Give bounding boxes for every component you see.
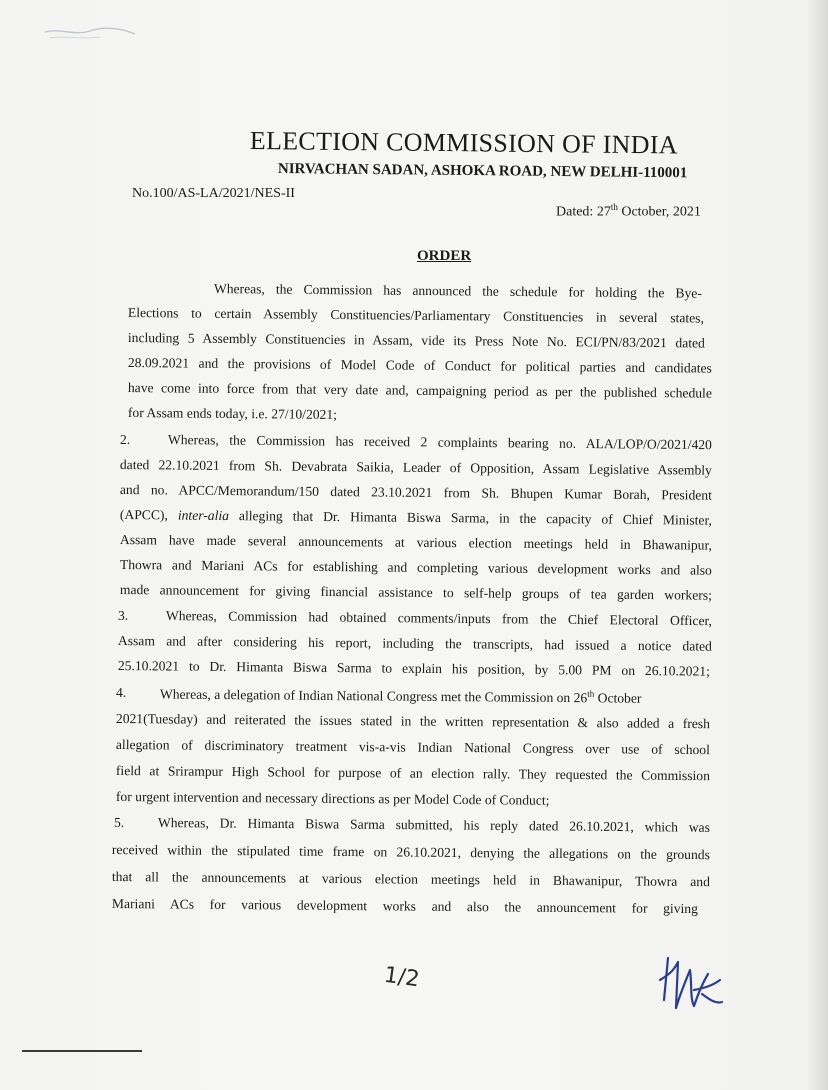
para2-line: Thowra and Mariani ACs for establishing and completing various development works and also <box>119 557 712 578</box>
date-prefix: Dated: 27 <box>556 204 611 220</box>
para5-number: 5. <box>114 815 125 830</box>
para2-number: 2. <box>120 432 131 447</box>
date-rest: October, 2021 <box>617 204 701 220</box>
para2-line-4 <box>120 507 712 529</box>
para4-line: for urgent intervention and necessary directions as per Model Code of Conduct; <box>115 789 550 808</box>
page-edge-shadow <box>806 0 828 1090</box>
para4-line: field at Srirampur High School for purpose of an election rally. They requested the Commission <box>115 763 710 784</box>
para2-line4-rest: alleging that Dr. Himanta Biswa Sarma, in the capacity of Chief Minister, <box>238 508 712 528</box>
para4-number: 4. <box>116 685 127 700</box>
para4-line1-main: Whereas, a delegation of Indian National Congress met the Commission on 26 <box>159 686 588 706</box>
para1-line: Elections to certain Assembly Constituencies/Parliamentary Constituencies in several states, <box>127 305 704 326</box>
para2-line: Assam have made several announcements at various election meetings held in Bhawanipur, <box>119 532 712 553</box>
page-number: 1/2 <box>382 962 421 993</box>
para5-line: that all the announcements at various election meetings held in Bhawanipur, Thowra and <box>111 869 710 890</box>
para1-line: have come into force from that very date and, campaigning period as per the published schedule <box>127 380 712 401</box>
inter-alia-italic: inter-alia <box>177 507 230 524</box>
para3-line: 25.10.2021 to Dr. Himanta Biswa Sarma to explain his position, by 5.00 PM on 26.10.2021; <box>117 658 710 679</box>
para2-line: Whereas, the Commission has received 2 complaints bearing no. ALA/LOP/O/2021/420 <box>167 432 712 453</box>
para1-line: 28.09.2021 and the provisions of Model Code of Conduct for political parties and candidates <box>127 355 712 376</box>
address-line: NIRVACHAN SADAN, ASHOKA ROAD, NEW DELHI-110001 <box>277 161 688 182</box>
para2-line: and no. APCC/Memorandum/150 dated 23.10.2021 from Sh. Bhupen Kumar Borah, President <box>119 482 712 503</box>
para1-line: Whereas, the Commission has announced the schedule for holding the Bye- <box>213 281 702 301</box>
para4-line1-sup: th <box>587 688 595 699</box>
para3-line: Whereas, Commission had obtained comments/inputs from the Chief Electoral Officer, <box>165 608 712 629</box>
bottom-edge-line <box>22 1050 142 1052</box>
para4-line: allegation of discriminatory treatment vis-a-vis Indian National Congress over use of school <box>115 737 710 758</box>
para4-line: 2021(Tuesday) and reiterated the issues stated in the written representation & also added a fresh <box>115 711 710 732</box>
para3-line: Assam and after considering his report, including the transcripts, had issued a notice dated <box>117 633 712 654</box>
pen-smudge-mark <box>40 18 140 48</box>
para4-line-1 <box>160 685 710 707</box>
page-title: ELECTION COMMISSION OF INDIA <box>249 126 678 160</box>
order-heading: ORDER <box>417 248 472 264</box>
date-suffix: th <box>610 202 618 212</box>
para2-line: dated 22.10.2021 from Sh. Devabrata Saikia, Leader of Opposition, Assam Legislative Assembly <box>119 457 712 478</box>
reference-number: No.100/AS-LA/2021/NES-II <box>132 186 295 201</box>
para1-line: including 5 Assembly Constituencies in Assam, vide its Press Note No. ECI/PN/83/2021 dated <box>127 330 705 351</box>
para5-line: received within the stipulated time frame on 26.10.2021, denying the allegations on the grounds <box>111 842 710 863</box>
para5-line: Whereas, Dr. Himanta Biswa Sarma submitted, his reply dated 26.10.2021, which was <box>157 815 710 835</box>
para2-line: made announcement for giving financial assistance to self-help groups of tea garden workers; <box>119 582 712 603</box>
para4-line1-end: October <box>594 690 642 706</box>
signature-image <box>650 950 730 1020</box>
para2-line4-prefix: (APCC), <box>119 507 178 523</box>
para5-line: Mariani ACs for various development works and also the announcement for giving <box>111 896 698 917</box>
para1-line: for Assam ends today, i.e. 27/10/2021; <box>127 405 338 423</box>
para3-number: 3. <box>118 608 129 623</box>
date-line <box>556 202 701 221</box>
